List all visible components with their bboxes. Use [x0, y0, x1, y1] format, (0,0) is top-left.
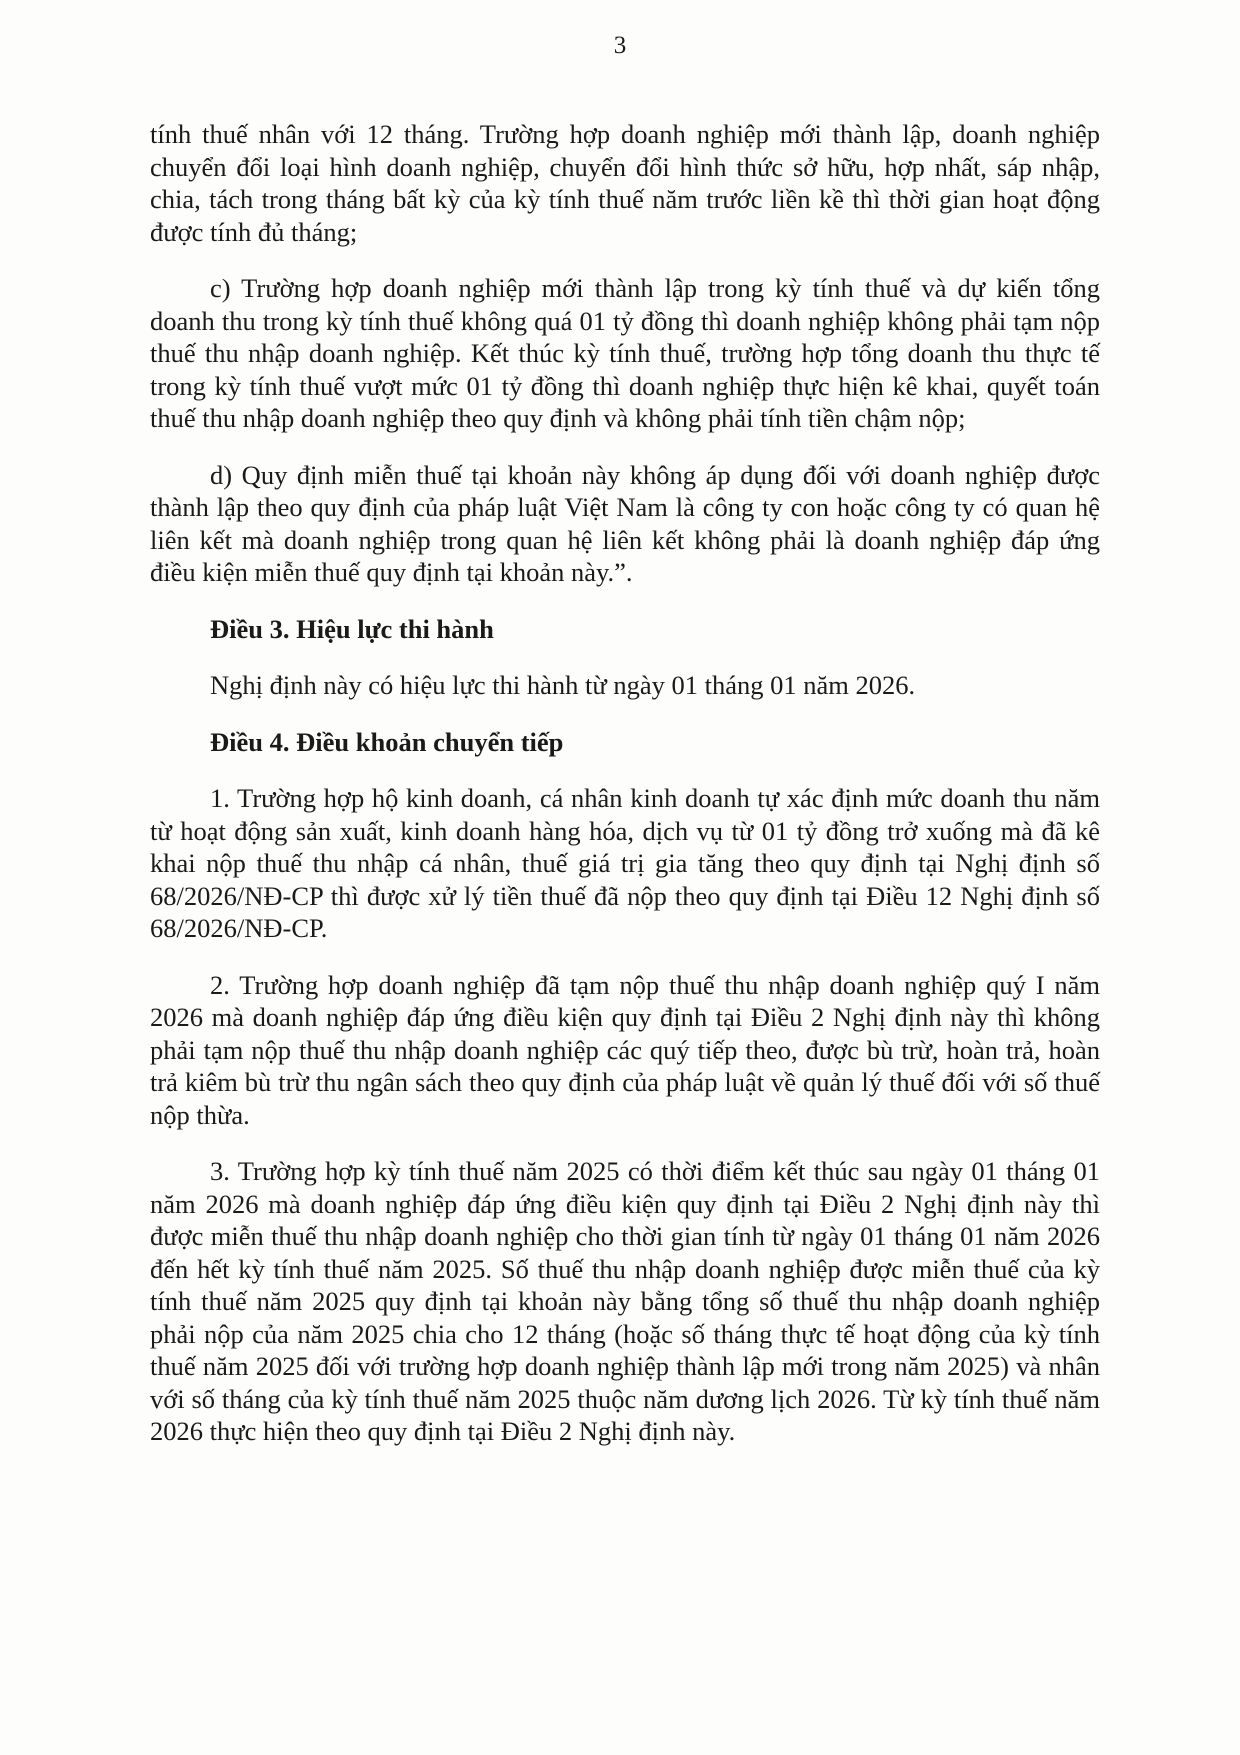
paragraph-item-c: c) Trường hợp doanh nghiệp mới thành lập trong kỳ tính thuế và dự kiến tổng doanh thu trong kỳ tính thuế không quá 01 tỷ đồng thì doanh nghiệp không phải tạm nộp thuế thu nhập doanh nghiệp. Kết thúc kỳ tính thuế, trường hợp tổng doanh thu thực tế trong kỳ tính thuế vượt mức 01 tỷ đồng thì doanh nghiệp thực hiện kê khai, quyết toán thuế thu nhập doanh nghiệp theo quy định và không phải tính tiền chậm nộp;	[150, 273, 1100, 433]
article-4-heading: Điều 4. Điều khoản chuyển tiếp	[210, 726, 564, 757]
article-3-heading: Điều 3. Hiệu lực thi hành	[210, 613, 494, 644]
page-number: 3	[613, 32, 627, 59]
article-4-clause-3: 3. Trường hợp kỳ tính thuế năm 2025 có thời điểm kết thúc sau ngày 01 tháng 01 năm 2026 mà doanh nghiệp đáp ứng điều kiện quy định tại Điều 2 Nghị định này thì được miễn thuế thu nhập doanh nghiệp cho thời gian tính từ ngày 01 tháng 01 năm 2026 đến hết kỳ tính thuế năm 2025. Số thuế thu nhập doanh nghiệp được miễn thuế của kỳ tính thuế năm 2025 quy định tại khoản này bằng tổng số thuế thu nhập doanh nghiệp phải nộp của năm 2025 chia cho 12 tháng (hoặc số tháng thực tế hoạt động của kỳ tính thuế năm 2025 đối với trường hợp doanh nghiệp thành lập mới trong năm 2025) và nhân với số tháng của kỳ tính thuế năm 2025 thuộc năm dương lịch 2026. Từ kỳ tính thuế năm 2026 thực hiện theo quy định tại Điều 2 Nghị định này.	[150, 1156, 1100, 1446]
article-4-clause-1: 1. Trường hợp hộ kinh doanh, cá nhân kinh doanh tự xác định mức doanh thu năm từ hoạt động sản xuất, kinh doanh hàng hóa, dịch vụ từ 01 tỷ đồng trở xuống mà đã kê khai nộp thuế thu nhập cá nhân, thuế giá trị gia tăng theo quy định tại Nghị định số 68/2026/NĐ-CP thì được xử lý tiền thuế đã nộp theo quy định tại Điều 12 Nghị định số 68/2026/NĐ-CP.	[150, 783, 1100, 943]
paragraph-item-d: d) Quy định miễn thuế tại khoản này không áp dụng đối với doanh nghiệp được thành lập theo quy định của pháp luật Việt Nam là công ty con hoặc công ty có quan hệ liên kết mà doanh nghiệp trong quan hệ liên kết không phải là doanh nghiệp đáp ứng điều kiện miễn thuế quy định tại khoản này.”.	[150, 459, 1100, 587]
article-3-text: Nghị định này có hiệu lực thi hành từ ngày 01 tháng 01 năm 2026.	[210, 670, 916, 700]
paragraph-continuation: tính thuế nhân với 12 tháng. Trường hợp doanh nghiệp mới thành lập, doanh nghiệp chuyển đổi loại hình doanh nghiệp, chuyển đổi hình thức sở hữu, hợp nhất, sáp nhập, chia, tách trong tháng bất kỳ của kỳ tính thuế năm trước liền kề thì thời gian hoạt động được tính đủ tháng;	[150, 119, 1100, 247]
article-4-clause-2: 2. Trường hợp doanh nghiệp đã tạm nộp thuế thu nhập doanh nghiệp quý I năm 2026 mà doanh nghiệp đáp ứng điều kiện quy định tại Điều 2 Nghị định này thì không phải tạm nộp thuế thu nhập doanh nghiệp các quý tiếp theo, được bù trừ, hoàn trả, hoàn trả kiêm bù trừ thu ngân sách theo quy định của pháp luật về quản lý thuế đối với số thuế nộp thừa.	[150, 969, 1100, 1130]
document-body	[150, 118, 1100, 1472]
